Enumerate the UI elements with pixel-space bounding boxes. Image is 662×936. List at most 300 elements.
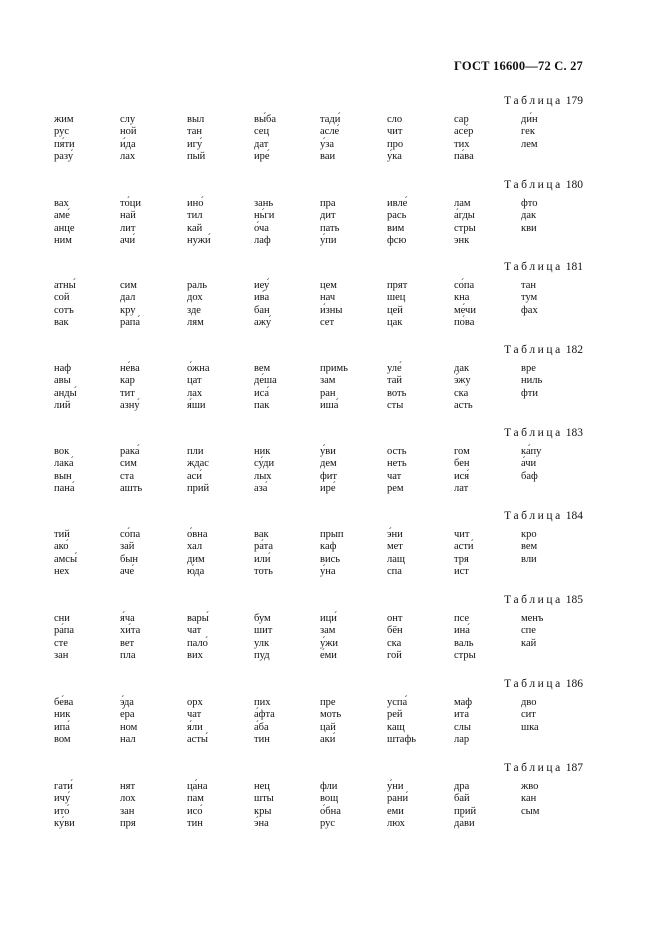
table-column — [120, 781, 180, 831]
syllable-word: прий — [187, 483, 210, 495]
syllable-word: а́фта — [254, 709, 275, 721]
syllable-word: ник — [254, 446, 271, 457]
table-column — [454, 198, 514, 248]
syllable-word: бум — [254, 613, 271, 624]
syllable-word: фли — [320, 781, 338, 792]
syllable-word: сой — [54, 292, 70, 304]
syllable-word: тий — [54, 529, 70, 540]
syllable-word: рапа́ — [120, 317, 141, 329]
syllable-word: шты — [254, 793, 274, 805]
syllable-word: лат — [454, 483, 469, 495]
syllable-word: гом — [454, 446, 470, 457]
syllable-word: у́жи — [320, 637, 338, 649]
syllable-word: ку́ви — [54, 818, 75, 830]
syllable-word: ди́н — [521, 114, 538, 125]
table-column — [120, 114, 180, 164]
syllable-word: кви — [521, 222, 537, 234]
table-column — [120, 529, 180, 579]
syllable-word: хи́та — [120, 625, 141, 637]
syllable-word: гек — [521, 126, 535, 138]
syllable-word: вем — [254, 363, 271, 374]
syllable-word: кащ — [387, 721, 405, 733]
syllable-word: чит — [454, 529, 470, 540]
syllable-word: е́ра — [120, 709, 135, 721]
syllable-word: мет — [387, 541, 403, 553]
syllable-word: ичу́ — [54, 793, 71, 805]
syllable-word: цей — [387, 304, 403, 316]
syllable-word: лах — [187, 387, 203, 399]
syllable-word: у́на — [320, 566, 336, 578]
syllable-word: ра́та — [254, 541, 274, 553]
syllable-word: о́ча — [254, 222, 269, 234]
syllable-word: стры — [454, 650, 476, 662]
syllable-word: ивле́ — [387, 198, 408, 209]
syllable-word: сло — [387, 114, 403, 125]
syllable-word: атны́ — [54, 280, 76, 291]
syllable-word: кру — [120, 304, 136, 316]
syllable-word: аки́ — [320, 734, 336, 746]
syllable-word: лем — [521, 138, 538, 150]
syllable-word: иша́ — [320, 400, 339, 412]
syllable-word: сит — [521, 709, 536, 721]
syllable-word: асть — [454, 400, 473, 412]
syllable-word: я́ли — [187, 721, 203, 733]
syllable-word: у́ка — [387, 151, 402, 163]
syllable-word: менъ — [521, 613, 544, 624]
syllable-word: сни — [54, 613, 70, 624]
syllable-word: фах — [521, 304, 538, 316]
syllable-word: ита́ — [454, 709, 469, 721]
syllable-word: маф — [454, 697, 473, 708]
syllable-word: тря — [454, 553, 469, 565]
table-column — [187, 280, 247, 330]
syllable-word: наф — [54, 363, 72, 374]
syllable-word: да́ви — [454, 818, 475, 830]
syllable-word: зан — [120, 805, 135, 817]
syllable-word: тади́ — [320, 114, 341, 125]
syllable-word: ниль — [521, 375, 543, 387]
syllable-word: тих — [454, 138, 470, 150]
syllable-word: лам — [454, 198, 471, 209]
syllable-word: слы — [454, 721, 471, 733]
syllable-word: э́жу — [454, 375, 471, 387]
syllable-word: бен — [454, 458, 470, 470]
table-column — [54, 114, 114, 164]
syllable-word: лям — [187, 317, 204, 329]
syllable-word: ипа́ — [54, 721, 70, 733]
table-label — [504, 510, 583, 522]
syllable-word: орх — [187, 697, 203, 708]
syllable-word: рани́ — [387, 793, 409, 805]
syllable-word: цай — [320, 721, 336, 733]
table-column — [187, 697, 247, 747]
syllable-word: нал — [120, 734, 136, 746]
table-number: 184 — [562, 510, 583, 522]
table-column — [187, 529, 247, 579]
syllable-word: тай — [387, 375, 402, 387]
table-column — [120, 363, 180, 413]
syllable-word: ме́чи — [454, 304, 476, 316]
syllable-word: тит — [120, 387, 135, 399]
table-column — [187, 613, 247, 663]
table-label-word: Таблица — [504, 594, 563, 606]
syllable-word: спе — [521, 625, 536, 637]
syllable-word: аче́ — [120, 566, 135, 578]
syllable-word: ако́ — [54, 541, 69, 553]
table-column — [387, 697, 447, 747]
syllable-word: иса́ — [254, 387, 270, 399]
syllable-word: я́ча — [120, 613, 135, 624]
syllable-word: фит — [320, 470, 338, 482]
syllable-word: дим — [187, 553, 205, 565]
syllable-word: пак — [254, 400, 270, 412]
table-column — [320, 613, 380, 663]
table-column — [254, 280, 314, 330]
syllable-word: а́ба — [254, 721, 269, 733]
table-column — [254, 529, 314, 579]
syllable-word: бён — [387, 625, 403, 637]
syllable-word: ире́ — [320, 483, 336, 495]
table-label — [504, 762, 583, 774]
syllable-word: нех — [54, 566, 70, 578]
table-label — [504, 261, 583, 273]
syllable-word: цем — [320, 280, 337, 291]
table-column — [387, 613, 447, 663]
table-label-word: Таблица — [504, 179, 563, 191]
syllable-word: па́ва — [454, 151, 474, 163]
syllable-word: уле́ — [387, 363, 402, 374]
syllable-word: авы — [54, 375, 71, 387]
page-header: ГОСТ 16600—72 С. 27 — [454, 59, 583, 73]
syllable-word: тин — [254, 734, 270, 746]
syllable-word: фсю — [387, 235, 407, 247]
syllable-word: ю́да — [187, 566, 205, 578]
syllable-word: прий — [454, 805, 477, 817]
table-column — [454, 363, 514, 413]
table-column — [54, 363, 114, 413]
table-column — [521, 613, 581, 650]
syllable-word: вак — [254, 529, 269, 540]
syllable-word: у́за — [320, 138, 335, 150]
table-column — [387, 781, 447, 831]
table-column — [320, 114, 380, 164]
syllable-word: кар — [120, 375, 135, 387]
syllable-word: жво — [521, 781, 539, 792]
syllable-word: сты — [387, 400, 404, 412]
table-column — [54, 781, 114, 831]
table-column — [187, 446, 247, 496]
syllable-word: дак — [521, 210, 537, 222]
word-table — [0, 95, 662, 175]
word-table — [0, 179, 662, 259]
syllable-word: ися́ — [454, 470, 470, 482]
table-column — [521, 781, 581, 818]
table-column — [54, 697, 114, 747]
syllable-word: цак — [387, 317, 403, 329]
syllable-word: пана́ — [54, 483, 75, 495]
syllable-word: цат — [187, 375, 202, 387]
syllable-word: вак — [54, 317, 69, 329]
syllable-word: ажу́ — [254, 317, 272, 329]
syllable-word: зам — [320, 625, 336, 637]
syllable-word: ив́а — [254, 292, 270, 304]
syllable-word: асти́ — [454, 541, 474, 553]
table-column — [454, 114, 514, 164]
syllable-word: шец — [387, 292, 406, 304]
syllable-word: слу — [120, 114, 136, 125]
table-label — [504, 594, 583, 606]
syllable-word: нужи́ — [187, 235, 211, 247]
syllable-word: вары́ — [187, 613, 209, 624]
table-column — [254, 613, 314, 663]
table-column — [320, 363, 380, 413]
table-column — [187, 781, 247, 831]
syllable-word: и́зны — [320, 304, 343, 316]
syllable-word: штафь — [387, 734, 417, 746]
syllable-word: тоть — [254, 566, 273, 578]
syllable-word: вре — [521, 363, 536, 374]
syllable-word: бан — [254, 304, 270, 316]
syllable-word: ици́ — [320, 613, 337, 624]
syllable-word: бай — [454, 793, 470, 805]
syllable-word: воть — [387, 387, 407, 399]
syllable-word: дак — [454, 363, 470, 374]
table-label-word: Таблица — [504, 427, 563, 439]
syllable-word: пам — [187, 793, 204, 805]
syllable-word: баф — [521, 470, 538, 482]
table-number: 187 — [562, 762, 583, 774]
syllable-word: ист — [454, 566, 469, 578]
table-column — [454, 613, 514, 663]
syllable-word: ца́на — [187, 781, 208, 792]
syllable-word: неть — [387, 458, 407, 470]
syllable-word: примь — [320, 363, 348, 374]
table-label-word: Таблица — [504, 678, 563, 690]
syllable-word: лах — [120, 151, 136, 163]
syllable-word: ник — [54, 709, 71, 721]
syllable-word: сар — [454, 114, 469, 125]
table-column — [320, 781, 380, 831]
syllable-word: чат — [187, 625, 202, 637]
table-label-word: Таблица — [504, 344, 563, 356]
table-column — [120, 280, 180, 330]
syllable-word: валь — [454, 637, 474, 649]
syllable-word: сотъ — [54, 304, 74, 316]
syllable-word: анды́ — [54, 387, 77, 399]
table-column — [54, 613, 114, 663]
syllable-word: аза́ — [254, 483, 268, 495]
table-column — [387, 363, 447, 413]
table-label — [504, 427, 583, 439]
table-column — [454, 446, 514, 496]
syllable-word: вих — [187, 650, 203, 662]
syllable-word: най — [120, 210, 136, 222]
table-label — [504, 95, 583, 107]
syllable-word: шка — [521, 721, 539, 733]
syllable-word: я́ши — [187, 400, 206, 412]
syllable-word: чат — [387, 470, 402, 482]
table-column — [254, 114, 314, 164]
table-column — [254, 446, 314, 496]
table-label — [504, 344, 583, 356]
syllable-word: пало́ — [187, 637, 208, 649]
syllable-word: ино́ — [187, 198, 204, 209]
table-column — [454, 280, 514, 330]
syllable-word: кай — [187, 222, 203, 234]
syllable-word: прып — [320, 529, 344, 540]
table-column — [387, 280, 447, 330]
table-column — [187, 114, 247, 164]
syllable-word: зань — [254, 198, 274, 209]
syllable-word: ачи́ — [120, 235, 136, 247]
syllable-word: рем — [387, 483, 404, 495]
syllable-word: вли — [521, 553, 537, 565]
syllable-word: стры — [454, 222, 476, 234]
syllable-word: пра — [320, 198, 336, 209]
syllable-word: прят — [387, 280, 408, 291]
syllable-word: сец — [254, 126, 270, 138]
syllable-word: или́ — [254, 553, 271, 565]
syllable-word: тил — [187, 210, 203, 222]
syllable-word: тан — [187, 126, 202, 138]
syllable-word: э́на — [254, 818, 269, 830]
table-column — [54, 529, 114, 579]
table-column — [254, 697, 314, 747]
syllable-word: раль — [187, 280, 208, 291]
syllable-word: пать — [320, 222, 340, 234]
syllable-word: лаф — [254, 235, 271, 247]
syllable-word: псе — [454, 613, 470, 624]
syllable-word: фто — [521, 198, 538, 209]
syllable-word: азну́ — [120, 400, 140, 412]
syllable-word: дал — [120, 292, 136, 304]
syllable-word: е́ми — [320, 650, 337, 662]
table-column — [120, 198, 180, 248]
syllable-word: хал — [187, 541, 203, 553]
syllable-word: пли — [187, 446, 204, 457]
syllable-word: шит — [254, 625, 273, 637]
table-number: 182 — [562, 344, 583, 356]
table-column — [521, 198, 581, 235]
syllable-word: су́ди — [254, 458, 275, 470]
syllable-word: нец — [254, 781, 270, 792]
syllable-word: успа́ — [387, 697, 408, 708]
syllable-word: ра́па — [54, 625, 75, 637]
table-number: 183 — [562, 427, 583, 439]
syllable-word: то́ци — [120, 198, 141, 209]
syllable-word: ость — [387, 446, 407, 457]
syllable-word: зай — [120, 541, 135, 553]
syllable-word: сим — [120, 458, 137, 470]
table-number: 186 — [562, 678, 583, 690]
table-number: 179 — [562, 95, 583, 107]
syllable-word: о́бна — [320, 805, 341, 817]
word-table — [0, 427, 662, 507]
table-column — [254, 198, 314, 248]
table-column — [320, 529, 380, 579]
table-column — [387, 529, 447, 579]
word-table — [0, 762, 662, 842]
syllable-word: ном — [120, 721, 138, 733]
table-number: 180 — [562, 179, 583, 191]
table-column — [120, 446, 180, 496]
syllable-word: ран — [320, 387, 336, 399]
syllable-word: ним — [54, 235, 72, 247]
table-number: 181 — [562, 261, 583, 273]
syllable-word: рась — [387, 210, 407, 222]
syllable-word: рус — [320, 818, 336, 830]
syllable-word: лых — [254, 470, 272, 482]
syllable-word: жим — [54, 114, 74, 125]
syllable-word: ка́пу — [521, 446, 542, 457]
syllable-word: вом — [54, 734, 71, 746]
syllable-word: рей — [387, 709, 403, 721]
table-label — [504, 179, 583, 191]
syllable-word: моть — [320, 709, 342, 721]
syllable-word: ждас — [187, 458, 209, 470]
syllable-word: гати́ — [54, 781, 73, 792]
syllable-word: рака́ — [120, 446, 140, 457]
table-column — [54, 280, 114, 330]
syllable-word: ваи — [320, 151, 336, 163]
syllable-word: нят — [120, 781, 136, 792]
syllable-word: пре — [320, 697, 336, 708]
syllable-word: зам — [320, 375, 336, 387]
syllable-word: де́ша — [254, 375, 277, 387]
syllable-word: ска — [387, 637, 402, 649]
syllable-word: пла — [120, 650, 136, 662]
syllable-word: пя́ти — [54, 138, 75, 150]
syllable-word: каф — [320, 541, 337, 553]
syllable-word: бын — [120, 553, 139, 565]
table-column — [320, 280, 380, 330]
syllable-word: лий — [54, 400, 71, 412]
syllable-word: и́да — [120, 138, 136, 150]
table-column — [521, 446, 581, 483]
table-column — [454, 781, 514, 831]
syllable-word: кай — [521, 637, 537, 649]
syllable-word: улк — [254, 637, 270, 649]
syllable-word: ста — [120, 470, 135, 482]
syllable-word: зан — [54, 650, 69, 662]
table-column — [54, 446, 114, 496]
syllable-word: дох — [187, 292, 203, 304]
syllable-word: лар — [454, 734, 470, 746]
table-column — [521, 697, 581, 734]
table-label-word: Таблица — [504, 510, 563, 522]
table-column — [320, 697, 380, 747]
table-column — [120, 697, 180, 747]
syllable-word: рус — [54, 126, 70, 138]
syllable-word: разу́ — [54, 151, 74, 163]
syllable-word: а́гды — [454, 210, 475, 222]
syllable-word: кна — [454, 292, 470, 304]
syllable-word: чит — [387, 126, 403, 138]
syllable-word: вись — [320, 553, 341, 565]
table-column — [120, 613, 180, 663]
syllable-word: вах — [54, 198, 69, 209]
word-table — [0, 594, 662, 674]
syllable-word: пуд — [254, 650, 270, 662]
table-column — [387, 198, 447, 248]
word-table — [0, 510, 662, 590]
syllable-word: про — [387, 138, 404, 150]
word-table — [0, 261, 662, 341]
syllable-word: сим — [120, 280, 137, 291]
syllable-word: нь́ги — [254, 210, 275, 222]
table-column — [320, 198, 380, 248]
syllable-word: о́жна — [187, 363, 210, 374]
